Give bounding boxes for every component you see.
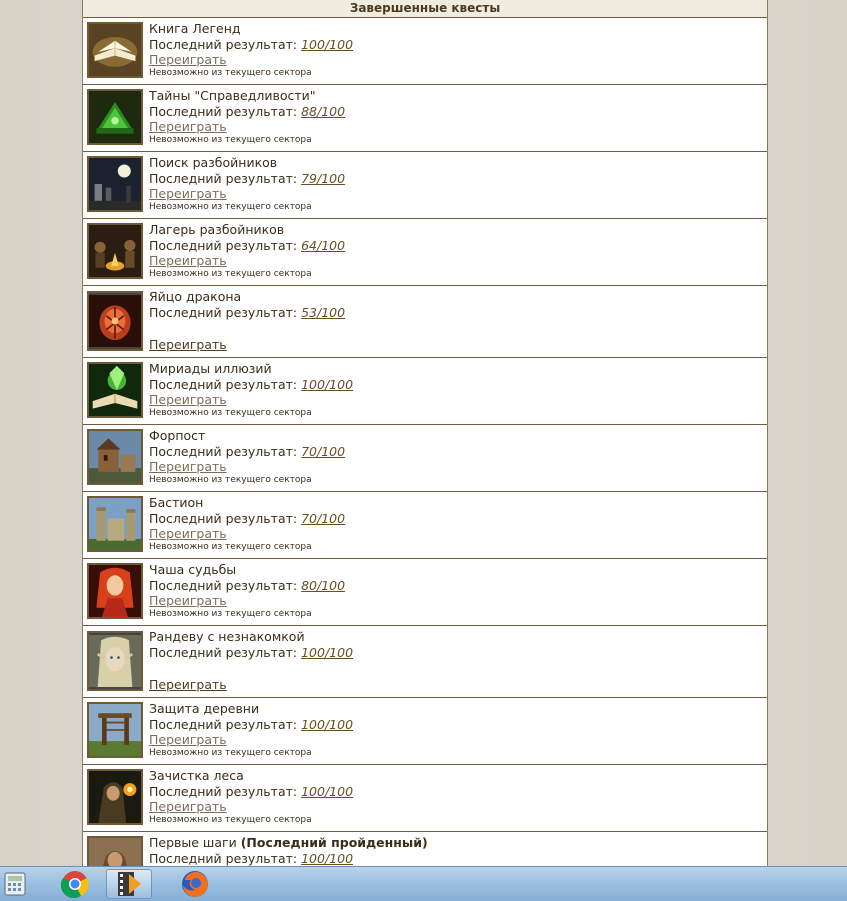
quest-title: Защита деревни xyxy=(149,701,260,716)
night-graveyard-icon xyxy=(87,156,143,212)
bandit-camp-icon xyxy=(87,223,143,279)
quest-score-link[interactable]: 100/100 xyxy=(301,644,354,660)
quest-title: Чаша судьбы xyxy=(149,562,237,577)
last-result-label: Последний результат: xyxy=(149,237,298,253)
media-player-icon[interactable] xyxy=(106,869,152,899)
quest-score-link[interactable]: 79/100 xyxy=(301,170,346,186)
quest-score-link[interactable]: 88/100 xyxy=(301,103,346,119)
quest-score-link[interactable]: 70/100 xyxy=(301,443,346,459)
unavailable-note: Невозможно из текущего сектора xyxy=(149,201,312,212)
windows-taskbar xyxy=(0,866,847,901)
open-book-icon xyxy=(87,22,143,78)
quest-score-link[interactable]: 80/100 xyxy=(301,577,346,593)
quest-row xyxy=(83,765,767,832)
quest-title: Форпост xyxy=(149,428,206,443)
panel-title: Завершенные квесты xyxy=(83,0,767,18)
quest-title: Тайны "Справедливости" xyxy=(149,88,316,103)
unavailable-note: Невозможно из текущего сектора xyxy=(149,747,312,758)
red-haired-woman-icon xyxy=(87,563,143,619)
last-result-label: Последний результат: xyxy=(149,783,298,799)
quest-score-link[interactable]: 100/100 xyxy=(301,783,354,799)
last-result-label: Последний результат: xyxy=(149,304,298,320)
elf-woman-icon xyxy=(87,631,143,691)
last-result-label: Последний результат: xyxy=(149,644,298,660)
last-result-label: Последний результат: xyxy=(149,443,298,459)
last-result-label: Последний результат: xyxy=(149,716,298,732)
replay-link[interactable]: Переиграть xyxy=(149,392,227,407)
quest-row xyxy=(83,698,767,765)
quest-row xyxy=(83,492,767,559)
quest-row xyxy=(83,626,767,698)
calculator-icon[interactable] xyxy=(0,869,30,899)
last-result-label: Последний результат: xyxy=(149,510,298,526)
replay-link[interactable]: Переиграть xyxy=(149,593,227,608)
replay-link[interactable]: Переиграть xyxy=(149,459,227,474)
quest-score-link[interactable]: 100/100 xyxy=(301,36,354,52)
magic-book-icon xyxy=(87,362,143,418)
unavailable-note: Невозможно из текущего сектора xyxy=(149,814,312,825)
quest-title: Лагерь разбойников xyxy=(149,222,285,237)
hooded-archer-icon xyxy=(87,769,143,825)
quest-score-link[interactable]: 70/100 xyxy=(301,510,346,526)
last-result-label: Последний результат: xyxy=(149,36,298,52)
replay-link[interactable]: Переиграть xyxy=(149,52,227,67)
quest-score-link[interactable]: 100/100 xyxy=(301,850,354,866)
last-result-label: Последний результат: xyxy=(149,103,298,119)
replay-link[interactable]: Переиграть xyxy=(149,119,227,134)
unavailable-note: Невозможно из текущего сектора xyxy=(149,134,312,145)
replay-link[interactable]: Переиграть xyxy=(149,253,227,268)
unavailable-note: Невозможно из текущего сектора xyxy=(149,67,312,78)
quest-score-link[interactable]: 53/100 xyxy=(301,304,346,320)
quest-title: Первые шаги xyxy=(149,835,237,850)
quest-row xyxy=(83,219,767,286)
quest-row xyxy=(83,832,767,866)
replay-link[interactable]: Переиграть xyxy=(149,799,227,814)
village-gate-icon xyxy=(87,702,143,758)
replay-link[interactable]: Переиграть xyxy=(149,186,227,201)
quest-row xyxy=(83,286,767,358)
bastion-icon xyxy=(87,496,143,552)
quest-title: Бастион xyxy=(149,495,204,510)
quest-title: Мириады иллюзий xyxy=(149,361,272,376)
firefox-icon[interactable] xyxy=(172,869,218,899)
dragon-egg-icon xyxy=(87,291,143,351)
replay-link[interactable]: Переиграть xyxy=(149,732,227,747)
quest-title: Зачистка леса xyxy=(149,768,244,783)
green-tome-icon xyxy=(87,89,143,145)
quest-title: Яйцо дракона xyxy=(149,289,242,304)
last-result-label: Последний результат: xyxy=(149,376,298,392)
quest-title: Книга Легенд xyxy=(149,21,241,36)
replay-link[interactable]: Переиграть xyxy=(149,677,227,692)
quest-score-link[interactable]: 64/100 xyxy=(301,237,346,253)
unavailable-note: Невозможно из текущего сектора xyxy=(149,407,312,418)
quest-score-link[interactable]: 100/100 xyxy=(301,376,354,392)
unavailable-note: Невозможно из текущего сектора xyxy=(149,608,312,619)
unavailable-note: Невозможно из текущего сектора xyxy=(149,541,312,552)
quest-score-link[interactable]: 100/100 xyxy=(301,716,354,732)
replay-link[interactable]: Переиграть xyxy=(149,337,227,352)
outpost-icon xyxy=(87,429,143,485)
last-completed-label: (Последний пройденный) xyxy=(240,835,428,850)
quest-row xyxy=(83,559,767,626)
quest-title: Рандеву с незнакомкой xyxy=(149,629,305,644)
quest-row xyxy=(83,152,767,219)
quest-row xyxy=(83,85,767,152)
quest-row xyxy=(83,18,767,85)
last-result-label: Последний результат: xyxy=(149,170,298,186)
unavailable-note: Невозможно из текущего сектора xyxy=(149,474,312,485)
completed-quests-panel xyxy=(82,0,768,866)
last-result-label: Последний результат: xyxy=(149,577,298,593)
first-steps-icon xyxy=(87,836,143,866)
last-result-label: Последний результат: xyxy=(149,850,298,866)
unavailable-note: Невозможно из текущего сектора xyxy=(149,268,312,279)
quest-row xyxy=(83,358,767,425)
chrome-icon[interactable] xyxy=(52,869,98,899)
quest-title: Поиск разбойников xyxy=(149,155,278,170)
quest-row xyxy=(83,425,767,492)
replay-link[interactable]: Переиграть xyxy=(149,526,227,541)
